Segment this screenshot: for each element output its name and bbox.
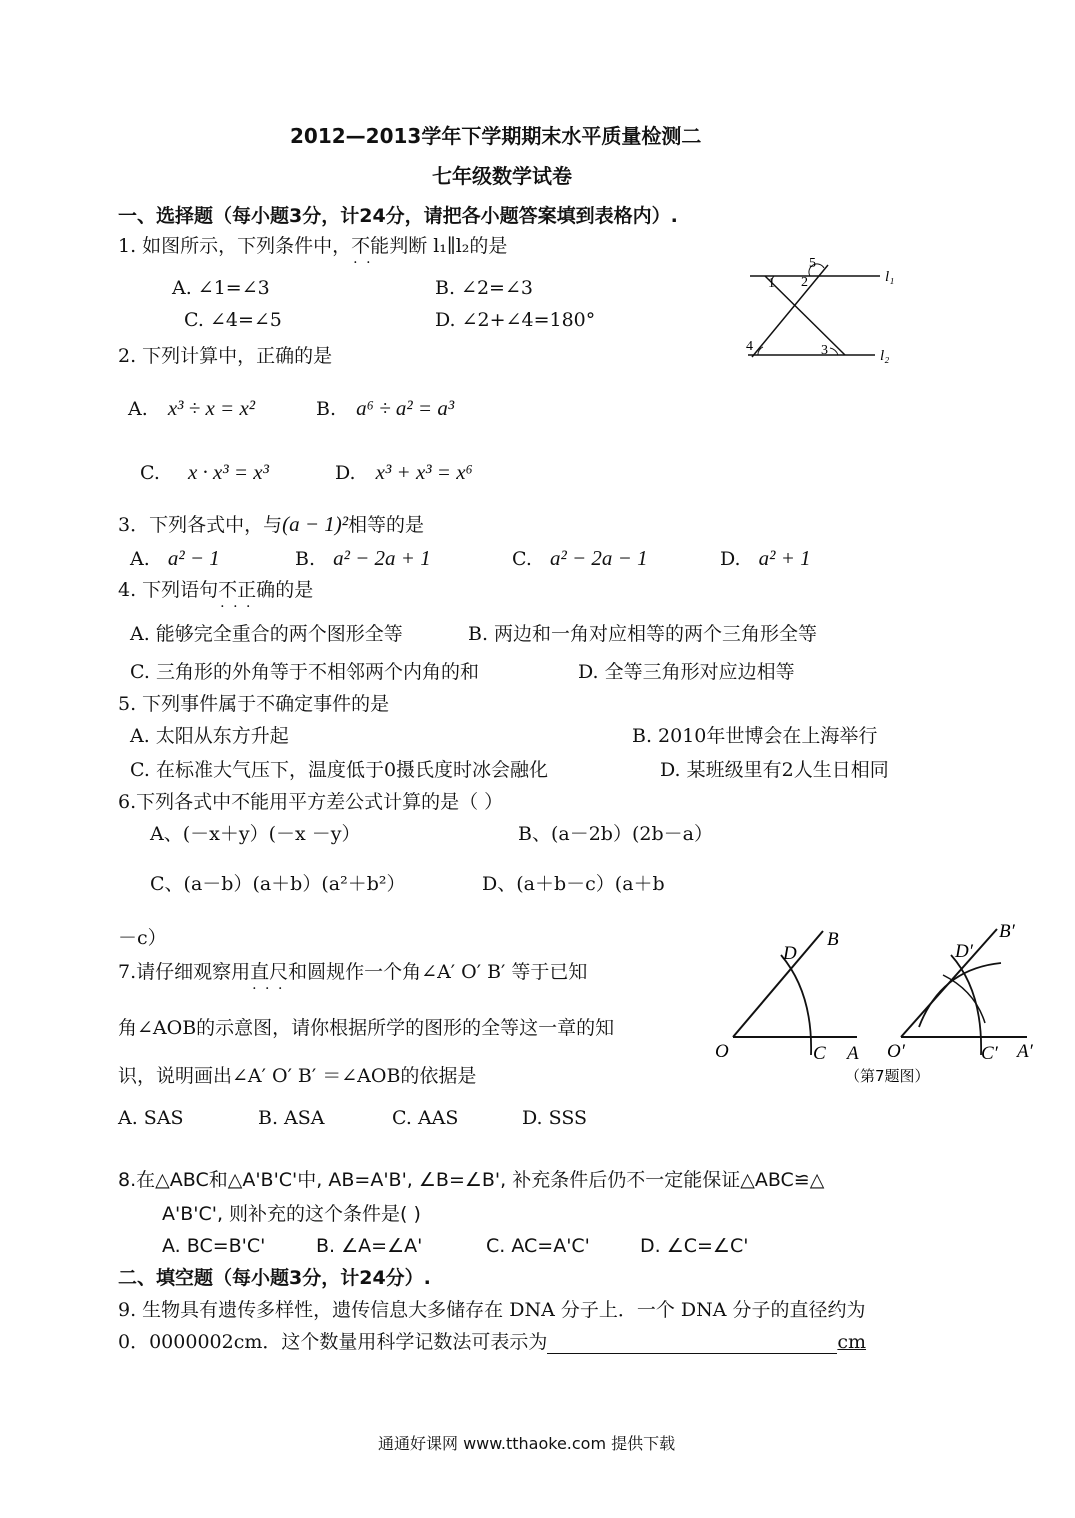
q3-option-b-label: B.: [295, 548, 316, 570]
q1-option-b: B. ∠2=∠3: [435, 277, 533, 299]
question-7-line-1: [118, 960, 587, 984]
q4-stem-emphasis: 不正确 · · ·: [218, 579, 275, 601]
question-8-line-1: 8.在△ABC和△A'B'C'中, AB=A'B', ∠B=∠B', 补充条件后仍不一定能保证△ABC≌△: [118, 1169, 825, 1191]
q2-option-b: [316, 396, 454, 421]
q7-option-c: C. AAS: [392, 1107, 459, 1129]
angle-3-arc: [830, 348, 838, 355]
q2-option-d-math: x³ + x³ = x⁶: [375, 460, 473, 484]
q7-option-b: B. ASA: [258, 1107, 325, 1129]
question-7-line-2: 角∠AOB的示意图，请你根据所学的图形的全等这一章的知: [118, 1017, 615, 1039]
q6-option-a: A、(－x＋y）(－x －y）: [150, 823, 361, 845]
q8-option-a: A. BC=B'C': [162, 1235, 266, 1257]
q2-option-a-label: A.: [128, 398, 148, 420]
fig7-label-Dprime: D′: [955, 941, 973, 962]
q6-option-c: C、(a－b）(a＋b）(a²＋b²）: [150, 873, 406, 895]
question-9-line-1: 9. 生物具有遗传多样性，遗传信息大多储存在 DNA 分子上．一个 DNA 分子的直径约为: [118, 1299, 866, 1321]
q6-option-d-continued: －c）: [118, 927, 167, 949]
fig1-label-1: 1: [768, 276, 775, 291]
q4-option-a: A. 能够完全重合的两个图形全等: [130, 623, 403, 645]
fig7-label-A: A: [847, 1043, 859, 1064]
q3-option-c-label: C.: [512, 548, 532, 570]
q7-option-a: A. SAS: [118, 1107, 184, 1129]
q1-parallel-lines-figure: [730, 250, 910, 375]
q2-option-b-label: B.: [316, 398, 337, 420]
section-heading-choice: 一、选择题（每小题3分，计24分，请把各小题答案填到表格内）.: [118, 205, 678, 227]
q3-option-d-math: a² + 1: [758, 546, 811, 570]
fig7-label-Oprime: O′: [887, 1041, 905, 1062]
question-7-line-3: 识，说明画出∠A′ O′ B′ ＝∠AOB的依据是: [118, 1065, 477, 1087]
exam-title: 2012—2013学年下学期期末水平质量检测二: [290, 124, 702, 148]
q7-line1-pre: 7.请仔细观察用: [118, 961, 251, 983]
q8-option-c: C. AC=A'C': [486, 1235, 590, 1257]
q4-stem-pre: 4. 下列语句: [118, 579, 219, 601]
fig1-label-5: 5: [809, 256, 816, 271]
fig7-label-C: C: [813, 1043, 826, 1064]
q6-option-b: B、(a－2b）(2b－a）: [518, 823, 713, 845]
fig1-label-l1: l₁: [885, 269, 895, 285]
q8-option-d: D. ∠C=∠C': [640, 1235, 749, 1257]
q5-option-b: B. 2010年世博会在上海举行: [632, 725, 878, 747]
q3-option-a: [130, 546, 220, 571]
question-3-stem: [118, 512, 424, 537]
fig7-label-D: D: [783, 943, 797, 964]
fig1-label-2: 2: [801, 275, 808, 290]
q7-line1-post: 作一个角∠A′ O′ B′ 等于已知: [345, 961, 588, 983]
q9-line2-text: 0．0000002cm．这个数量用科学记数法可表示为: [118, 1331, 548, 1353]
q7-option-d: D. SSS: [522, 1107, 588, 1129]
exam-subtitle: 七年级数学试卷: [432, 164, 572, 188]
question-6-stem: 6.下列各式中不能用平方差公式计算的是（ ）: [118, 791, 504, 813]
question-9-line-2: [118, 1330, 866, 1354]
transversal-1: [752, 265, 828, 357]
q1-option-a: A. ∠1=∠3: [172, 277, 270, 299]
q3-option-a-math: a² − 1: [167, 546, 220, 570]
fig7-label-O: O: [715, 1041, 729, 1062]
fig7-label-Aprime: A′: [1017, 1041, 1033, 1062]
q9-answer-blank[interactable]: [547, 1335, 837, 1354]
q2-option-a: [128, 396, 255, 421]
q1-option-d: D. ∠2+∠4=180°: [435, 309, 596, 331]
q2-option-c-math: x · x³ = x³: [187, 460, 269, 484]
q3-stem-pre: 3．下列各式中，与: [118, 514, 283, 536]
fig1-label-l2: l₂: [880, 348, 890, 364]
q1-option-c: C. ∠4=∠5: [184, 309, 282, 331]
q3-option-d: [720, 546, 811, 571]
q4-option-c: C. 三角形的外角等于不相邻两个内角的和: [130, 661, 479, 683]
fig7-caption: （第7题图）: [845, 1067, 930, 1085]
q5-option-c: C. 在标准大气压下，温度低于0摄氏度时冰会融化: [130, 759, 549, 781]
q4-stem-post: 的是: [275, 579, 314, 601]
q4-option-d: D. 全等三角形对应边相等: [578, 661, 795, 683]
q6-option-d: D、(a＋b－c）(a＋b: [482, 873, 665, 895]
q3-option-b: [295, 546, 431, 571]
question-4-stem: [118, 578, 313, 602]
question-1-stem: [118, 234, 507, 258]
question-5-stem: 5. 下列事件属于不确定事件的是: [118, 693, 390, 715]
arc-large: [919, 963, 1001, 1027]
q3-option-c: [512, 546, 648, 571]
q3-stem-post: 相等的是: [348, 514, 425, 536]
question-8-line-2: A'B'C', 则补充的这个条件是( ): [162, 1203, 421, 1225]
q2-option-b-math: a⁶ ÷ a² = a³: [356, 396, 455, 420]
q2-option-c-label: C.: [140, 462, 160, 484]
q2-option-a-math: x³ ÷ x = x²: [167, 396, 256, 420]
q3-option-a-label: A.: [130, 548, 150, 570]
fig1-label-3: 3: [821, 343, 828, 358]
fig7-label-Cprime: C′: [981, 1043, 998, 1064]
q1-stem-pre: 1. 如图所示，下列条件中，: [118, 235, 352, 257]
question-2-stem: 2. 下列计算中，正确的是: [118, 345, 333, 367]
fig7-label-Bprime: B′: [999, 921, 1015, 942]
q7-compass-construction-figure: [705, 915, 1050, 1090]
section-heading-fill-in: 二、填空题（每小题3分，计24分）.: [118, 1267, 431, 1289]
q1-stem-post: 判断 l₁∥l₂的是: [389, 235, 508, 257]
page-footer: 通通好课网 www.tthaoke.com 提供下载: [378, 1434, 676, 1453]
q3-stem-math: (a − 1)²: [282, 512, 349, 536]
q2-option-c: [140, 460, 269, 485]
q3-option-d-label: D.: [720, 548, 741, 570]
q8-option-b: B. ∠A=∠A': [316, 1235, 423, 1257]
q5-option-a: A. 太阳从东方升起: [130, 725, 289, 747]
q2-option-d: [335, 460, 473, 485]
fig1-label-4: 4: [746, 339, 753, 354]
arc-CD: [781, 955, 811, 1055]
q5-option-d: D. 某班级里有2人生日相同: [660, 759, 889, 781]
q9-unit: cm: [837, 1331, 867, 1353]
q2-option-d-label: D.: [335, 462, 356, 484]
q3-option-b-math: a² − 2a + 1: [333, 546, 431, 570]
q3-option-c-math: a² − 2a − 1: [549, 546, 648, 570]
q7-line1-emphasis: 直尺和圆规 · · ·: [250, 961, 345, 983]
q4-option-b: B. 两边和一角对应相等的两个三角形全等: [468, 623, 818, 645]
q1-stem-emphasis: 不能 · ·: [351, 235, 389, 257]
fig7-label-B: B: [827, 929, 839, 950]
